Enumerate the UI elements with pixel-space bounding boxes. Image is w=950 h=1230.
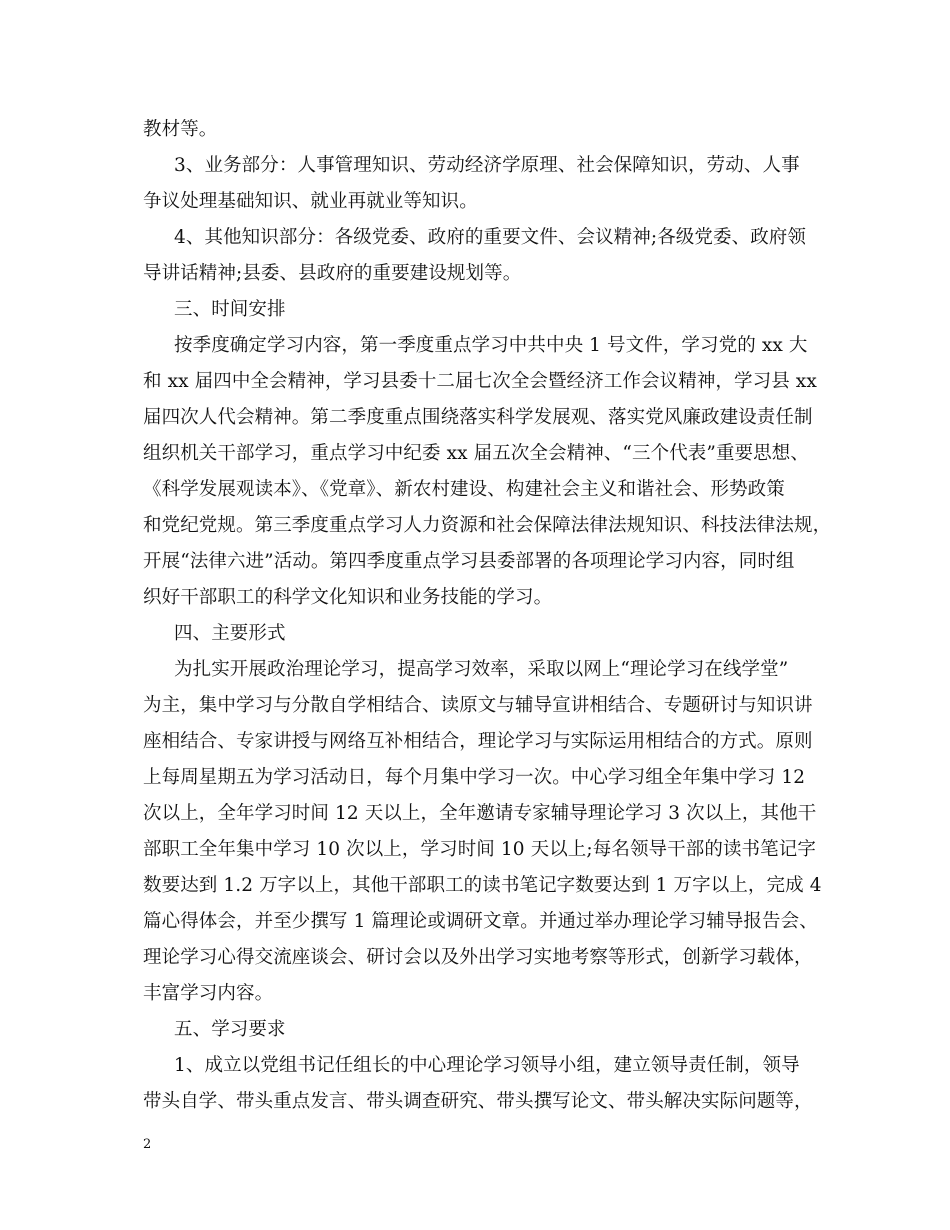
- text-line: 织好干部职工的科学文化知识和业务技能的学习。: [143, 587, 553, 608]
- section-heading: 五、学习要求: [174, 1019, 286, 1040]
- text-line: 届四次人代会精神。第二季度重点围绕落实科学发展观、落实党风廉政建设责任制: [143, 407, 813, 428]
- text-line: 教材等。: [143, 119, 218, 140]
- text-line: 理论学习心得交流座谈会、研讨会以及外出学习实地考察等形式，创新学习载体，: [143, 947, 813, 968]
- text-line: 部职工全年集中学习 10 次以上，学习时间 10 天以上;每名领导干部的读书笔记字: [143, 839, 816, 860]
- text-line: 座相结合、专家讲授与网络互补相结合，理论学习与实际运用相结合的方式。原则: [143, 731, 813, 752]
- text-line: 篇心得体会，并至少撰写 1 篇理论或调研文章。并通过举办理论学习辅导报告会、: [143, 911, 818, 932]
- section-heading: 三、时间安排: [174, 299, 286, 320]
- text-line: 组织机关干部学习，重点学习中纪委 xx 届五次全会精神、“三个代表”重要思想、: [143, 443, 809, 464]
- text-line: 为扎实开展政治理论学习，提高学习效率，采取以网上“理论学习在线学堂”: [174, 659, 789, 680]
- text-line: 数要达到 1.2 万字以上，其他干部职工的读书笔记字数要达到 1 万字以上，完成 4: [143, 875, 822, 896]
- text-line: 次以上，全年学习时间 12 天以上，全年邀请专家辅导理论学习 3 次以上，其他干: [143, 803, 817, 824]
- text-line: 为主，集中学习与分散自学相结合、读原文与辅导宣讲相结合、专题研讨与知识讲: [143, 695, 813, 716]
- text-line: 上每周星期五为学习活动日，每个月集中学习一次。中心学习组全年集中学习 12: [143, 767, 806, 788]
- text-line: 和 xx 届四中全会精神，学习县委十二届七次全会暨经济工作会议精神，学习县 xx: [143, 371, 817, 392]
- text-line: 丰富学习内容。: [143, 983, 274, 1004]
- text-line: 和党纪党规。第三季度重点学习人力资源和社会保障法律法规知识、科技法律法规，: [143, 515, 832, 536]
- section-heading: 四、主要形式: [174, 623, 286, 644]
- page-number: 2: [143, 1137, 152, 1152]
- text-line: 按季度确定学习内容，第一季度重点学习中共中央 1 号文件，学习党的 xx 大: [174, 335, 808, 356]
- text-line: 3、业务部分：人事管理知识、劳动经济学原理、社会保障知识，劳动、人事: [174, 155, 800, 176]
- text-line: 带头自学、带头重点发言、带头调查研究、带头撰写论文、带头解决实际问题等，: [143, 1091, 813, 1112]
- text-line: 4、其他知识部分：各级党委、政府的重要文件、会议精神;各级党委、政府领: [174, 227, 807, 248]
- text-line: 《科学发展观读本》、《党章》、新农村建设、构建社会主义和谐社会、形势政策: [143, 479, 785, 500]
- text-line: 1、成立以党组书记任组长的中心理论学习领导小组，建立领导责任制，领导: [174, 1055, 800, 1076]
- text-line: 开展“法律六进”活动。第四季度重点学习县委部署的各项理论学习内容，同时组: [143, 551, 795, 572]
- text-line: 导讲话精神;县委、县政府的重要建设规划等。: [143, 263, 522, 284]
- text-line: 争议处理基础知识、就业再就业等知识。: [143, 191, 478, 212]
